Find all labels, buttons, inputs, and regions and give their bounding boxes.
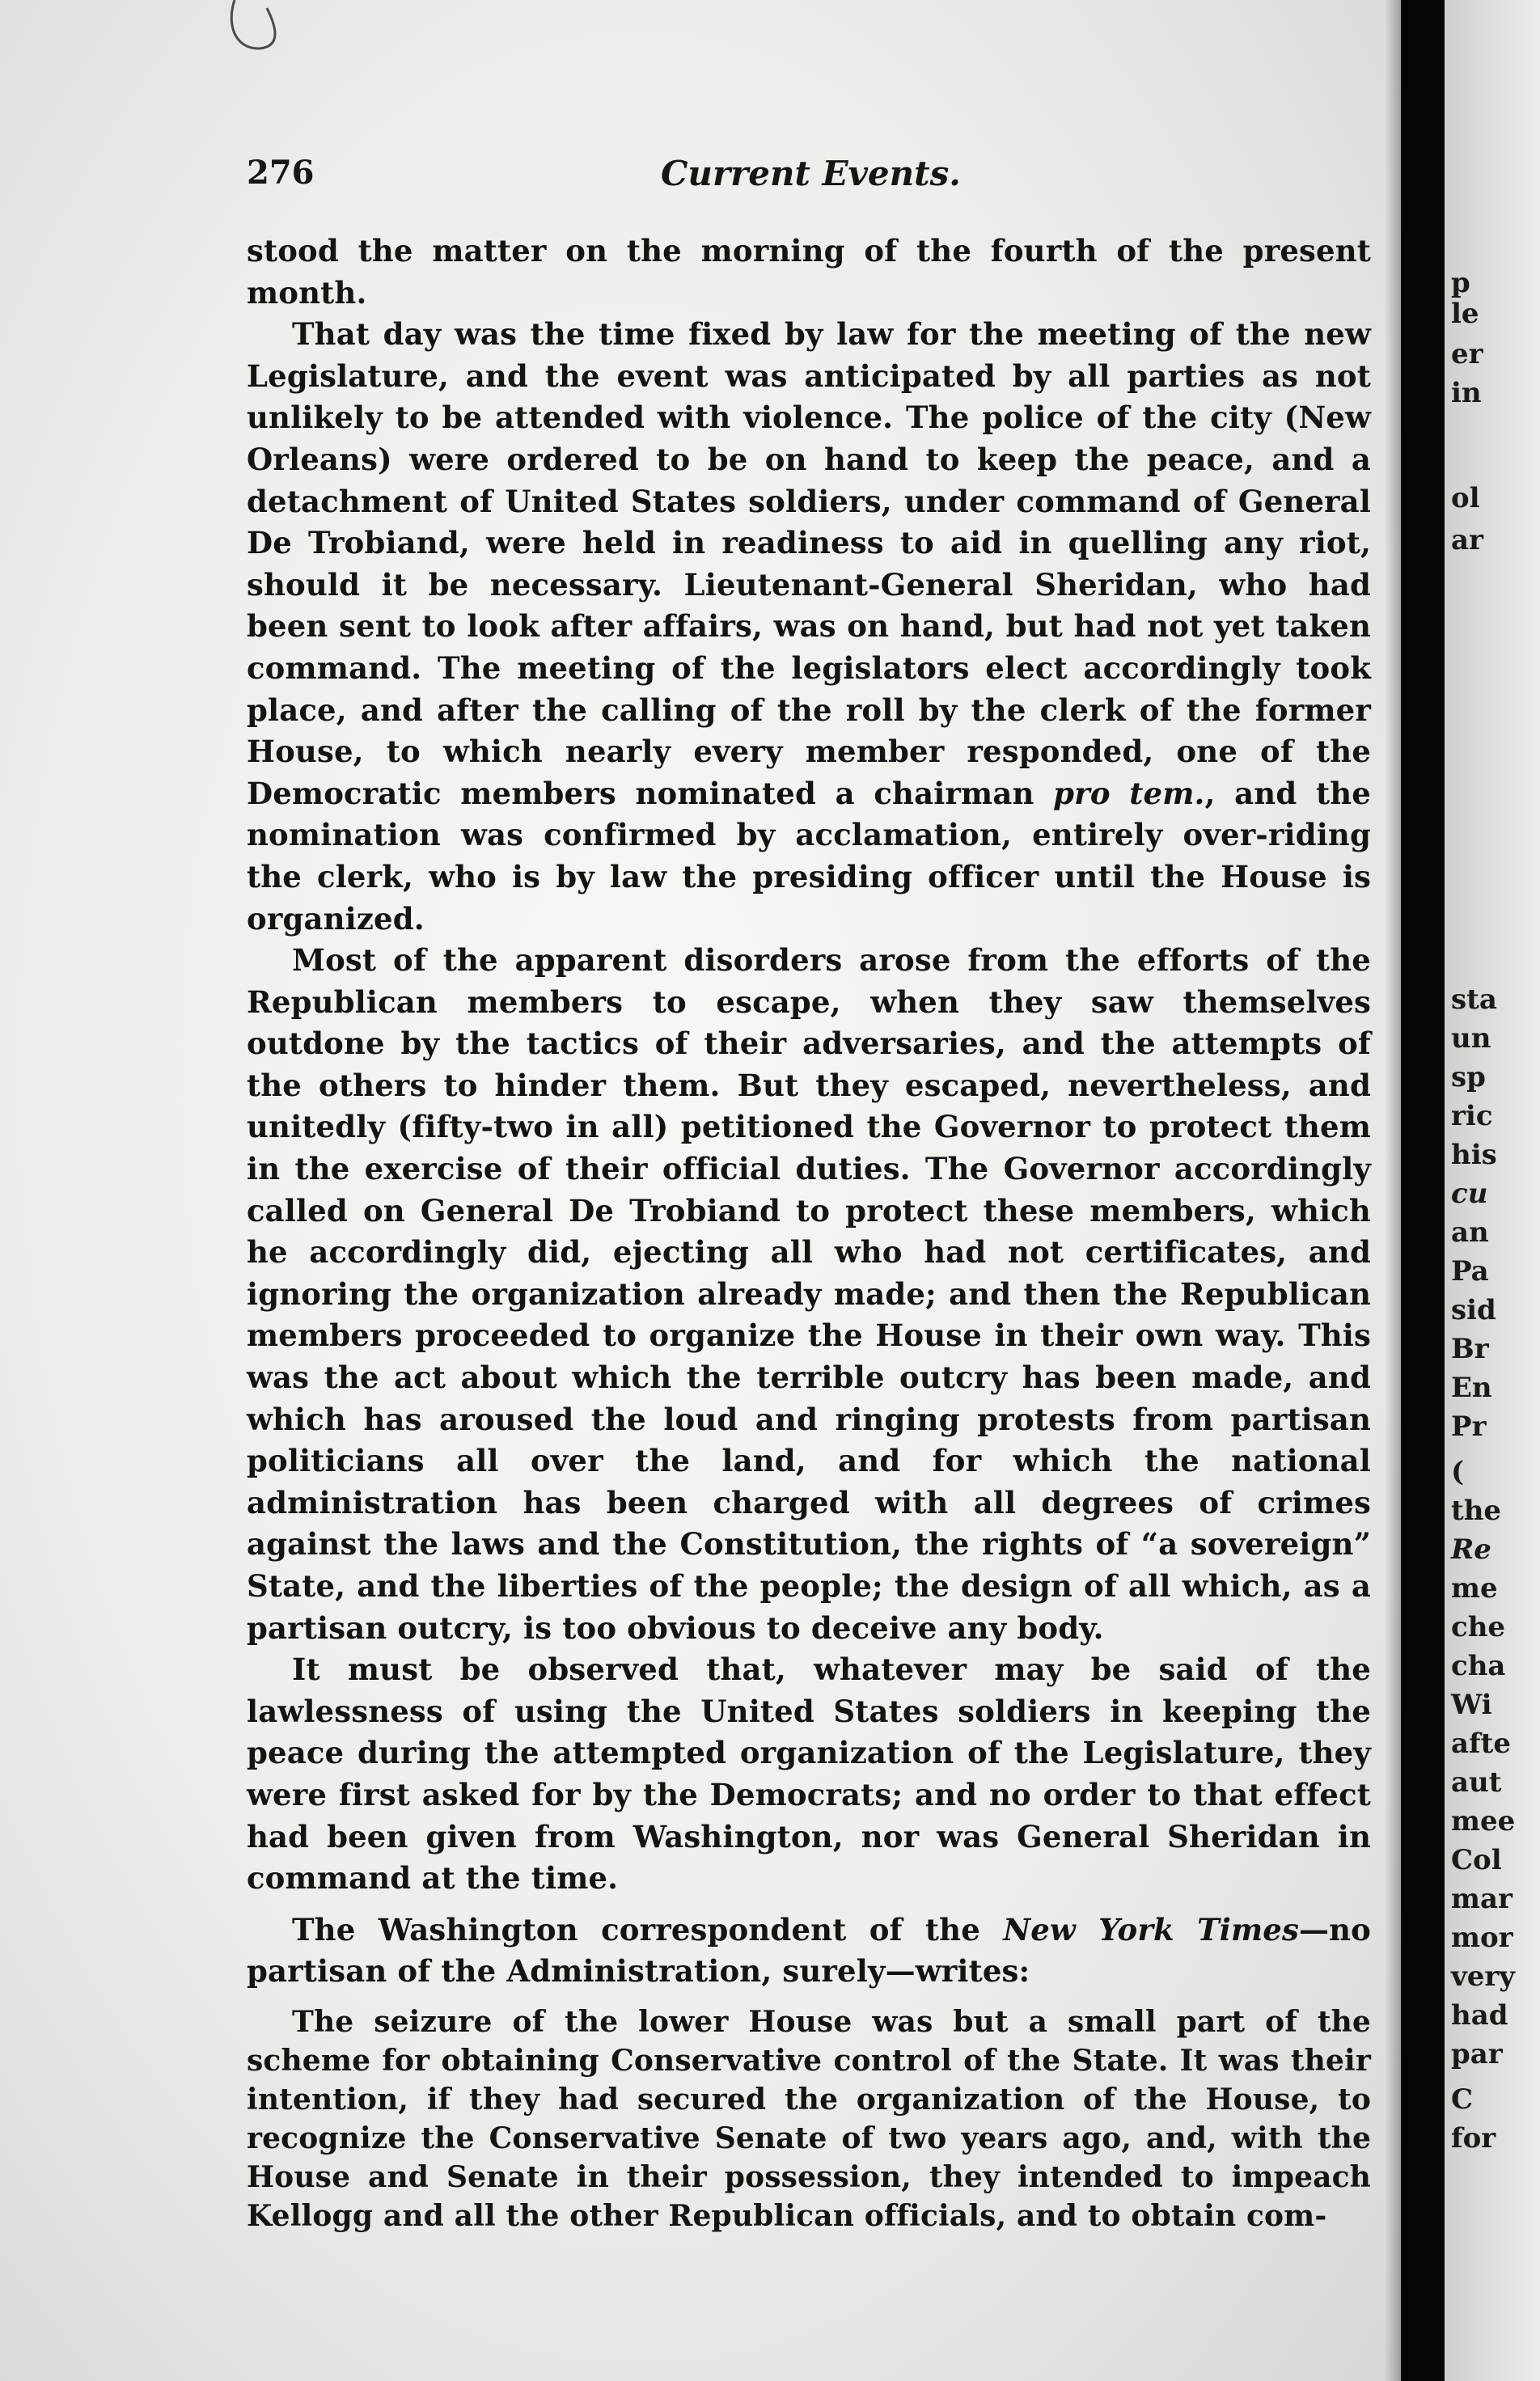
fragment-line: Col: [1451, 1844, 1502, 1876]
fragment-line: aut: [1451, 1766, 1502, 1799]
fragment-line: par: [1451, 2038, 1503, 2070]
ink-scratch-mark: [218, 0, 291, 65]
fragment-line: had: [1451, 1999, 1508, 2032]
fragment-line: for: [1451, 2122, 1496, 2155]
fragment-line: le: [1451, 298, 1479, 330]
fragment-line: in: [1451, 377, 1482, 409]
fragment-line: me: [1451, 1572, 1498, 1605]
fragment-line: C: [1451, 2083, 1474, 2116]
fragment-line: che: [1451, 1611, 1506, 1643]
fragment-line: very: [1451, 1960, 1516, 1993]
fragment-line: ar: [1451, 524, 1483, 556]
fragment-line: Pr: [1451, 1410, 1487, 1443]
fragment-line: his: [1451, 1139, 1497, 1171]
fragment-line: Br: [1451, 1333, 1489, 1365]
paragraph-text: That day was the time fixed by law for the meeting of the new Legislature, and the event was anticipated by all parties as not unlikely to be attended with violence. The police of the city (New Orleans) were ordered to be on hand to keep the peace, and a detachment of United States soldiers, under command of General De Trobiand, were held in readiness to aid in quelling any riot, should it be necessary. Lieutenant-General Sheridan, who had been sent to look after affairs, was on hand, but had not yet taken command. The meeting of the legislators elect accordingly took place, and after the calling of the roll by the clerk of the former House, to which nearly every member responded, one of the Democratic members nominated a chairman: [247, 316, 1371, 811]
fragment-line: Wi: [1451, 1689, 1492, 1721]
fragment-line: (: [1451, 1456, 1465, 1488]
fragment-line: un: [1451, 1022, 1491, 1055]
paragraph-text: The Washington correspondent of the: [292, 1911, 980, 1948]
fragment-line: mee: [1451, 1805, 1516, 1838]
adjacent-page-edge: [1445, 0, 1540, 2381]
page-header: [247, 154, 1379, 202]
fragment-line: sid: [1451, 1294, 1496, 1326]
paragraph-soldiers: It must be observed that, whatever may be said of the lawlessness of using the United States soldiers in keeping the peace during the attempted organization of the Legislature, they were first asked for by the Democrats; and no order to that effect had been given from Washington, nor was General Sheridan in command at the time.: [247, 1651, 1371, 1897]
quoted-paragraph: The seizure of the lower House was but a small part of the scheme for obtaining Conservative control of the State. It was their intention, if they had secured the organization of the House, to recognize the Conservative Senate of two years ago, and, with the House and Senate in their possession, they intended to impeach Kellogg and all the other Republican officials, and to obtain com-: [247, 2004, 1371, 2233]
paragraph-text-tail: —no partisan of the Administration, surely—writes:: [247, 1911, 1371, 1990]
fragment-line: cu: [1451, 1178, 1488, 1210]
paragraph-legislature-meeting: [247, 314, 1371, 940]
fragment-line: En: [1451, 1372, 1492, 1404]
fragment-line: the: [1451, 1495, 1502, 1527]
article-body: [247, 230, 1371, 2235]
fragment-line: cha: [1451, 1650, 1506, 1682]
fragment-line: ol: [1451, 482, 1480, 514]
paragraph-correspondent: [247, 1909, 1371, 1993]
fragment-line: er: [1451, 338, 1483, 370]
page-number: 276: [247, 154, 315, 192]
fragment-line: an: [1451, 1216, 1489, 1249]
paragraph-text-tail: , and the nomination was confirmed by acclamation, entirely over-riding the clerk, who is by law the presiding officer until the House is organized.: [247, 775, 1371, 937]
fragment-line: mor: [1451, 1922, 1513, 1954]
pro-tem-italic: pro tem.: [1053, 775, 1205, 811]
running-title: Current Events.: [661, 154, 961, 193]
newspaper-title: New York Times: [1003, 1911, 1299, 1948]
paragraph-disorders: Most of the apparent disorders arose from the efforts of the Republican members to escape, when they saw themselves outdone by the tactics of their adversaries, and the attempts of the others to hinder them. But they escaped, nevertheless, and unitedly (fifty-two in all) petitioned the Governor to protect them in the exercise of their official duties. The Governor accordingly called on General De Trobiand to protect these members, which he accordingly did, ejecting all who had not certificates, and ignoring the organization already made; and then the Republican members proceeded to organize the House in their own way. This was the act about which the terrible outcry has been made, and which has aroused the loud and ringing protests from partisan politicians all over the land, and for which the national administration has been charged with all degrees of crimes against the laws and the Constitution, the rights of “a sovereign” State, and the liberties of the people; the design of all which, as a partisan outcry, is too obvious to deceive any body.: [247, 942, 1371, 1646]
fragment-line: ric: [1451, 1100, 1493, 1132]
book-gutter: [1401, 0, 1445, 2381]
fragment-line: Pa: [1451, 1255, 1489, 1288]
paragraph-continuation: stood the matter on the morning of the fourth of the present month.: [247, 233, 1371, 311]
fragment-line: Re: [1451, 1533, 1491, 1566]
fragment-line: p: [1451, 267, 1470, 299]
fragment-line: sta: [1451, 983, 1497, 1016]
fragment-line: sp: [1451, 1061, 1486, 1093]
fragment-line: mar: [1451, 1883, 1512, 1915]
fragment-line: afte: [1451, 1728, 1511, 1760]
